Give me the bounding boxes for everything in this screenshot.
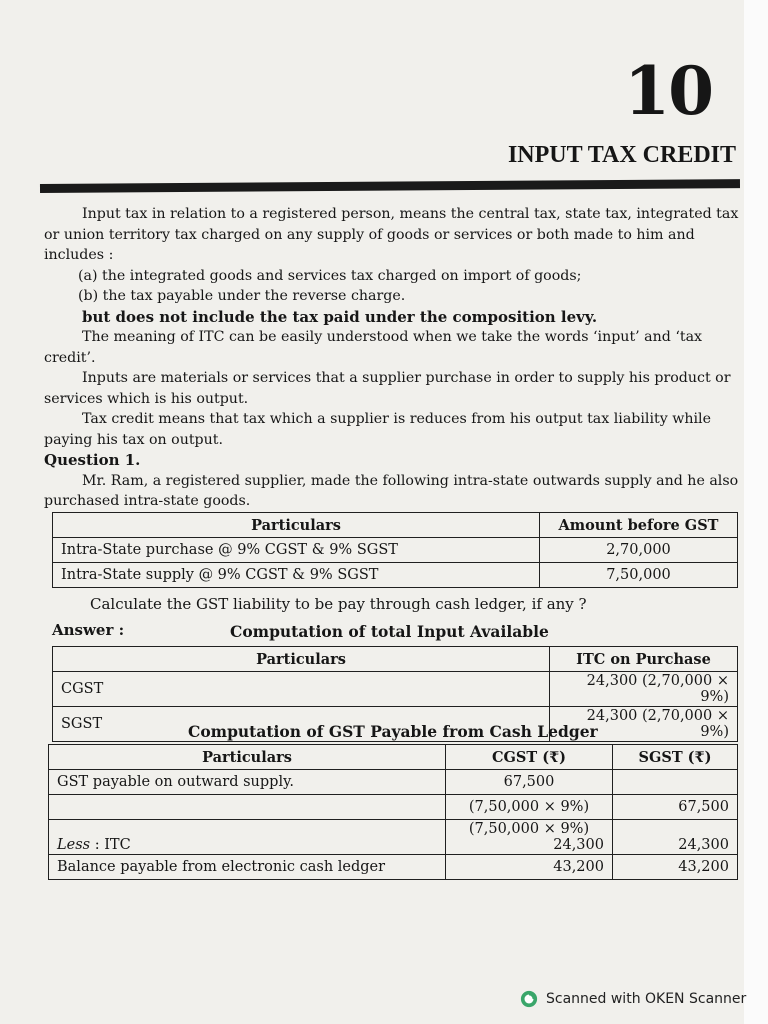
scanner-logo-icon [520,990,538,1008]
column-header: CGST (₹) [446,745,613,770]
table-cell: SGST [53,707,550,742]
paragraph-itc-meaning: The meaning of ITC can be easily understood when we take the words ‘input’ and ‘tax credit’. [44,329,703,366]
table-cell: 7,50,000 [540,563,738,588]
table-cell: 24,300 (2,70,000 × 9%) [550,672,738,707]
less-label: Less [57,837,91,853]
column-header: Amount before GST [540,513,738,538]
table-cell: 24,300 [613,820,738,855]
table-cell [446,820,613,855]
input-available-title: Computation of total Input Available [230,622,549,641]
paragraph-inputs: Inputs are materials or services that a supplier purchase in order to supply his product or services which is his output. [44,370,731,407]
table-cell: Intra-State supply @ 9% CGST & 9% SGST [53,563,540,588]
table-cell: GST payable on outward supply. [49,770,446,795]
gst-payable-title: Computation of GST Payable from Cash Ledger [188,722,598,741]
cgst-note: (7,50,000 × 9%) [468,821,590,837]
table-row [49,820,738,855]
table-cell: 43,200 [613,855,738,880]
table-cell: 24,300 (2,70,000 × 9%) [550,707,738,742]
itc-label: : ITC [94,837,131,853]
table-row [53,563,738,588]
table-cell [49,820,446,855]
table-header-row [53,513,738,538]
table-cell: Intra-State purchase @ 9% CGST & 9% SGST [53,538,540,563]
list-item-b: (b) the tax payable under the reverse charge. [78,288,406,304]
paragraph-input-tax: Input tax in relation to a registered person, means the central tax, state tax, integrated tax or union territory tax charged on any supply of goods or services or both made to him and includes : [44,206,739,263]
exclusion-text: but does not include the tax paid under the composition levy. [82,307,598,326]
table-row [53,538,738,563]
column-header: SGST (₹) [613,745,738,770]
heading-rule [40,179,740,193]
table-row [49,770,738,795]
list-item-a: (a) the integrated goods and services tax charged on import of goods; [78,267,582,284]
table-cell: (7,50,000 × 9%) [446,795,613,820]
table-cell: Balance payable from electronic cash ledger [49,855,446,880]
page-edge [744,0,768,1024]
scanner-label: Scanned with OKEN Scanner [546,991,747,1007]
cgst-value: 24,300 [553,837,604,853]
table-row [53,672,738,707]
table-cell [613,770,738,795]
column-header: Particulars [53,647,550,672]
chapter-title: INPUT TAX CREDIT [507,142,736,168]
table-cell: 67,500 [446,770,613,795]
calc-question: Calculate the GST liability to be pay through cash ledger, if any ? [90,595,587,613]
question-text: Mr. Ram, a registered supplier, made the following intra-state outwards supply and he also purchased intra-state goods. [44,472,739,509]
question-heading: Question 1. [44,451,141,469]
scanner-watermark [520,990,746,1008]
body-text [44,204,742,512]
table-cell: 43,200 [446,855,613,880]
paragraph-tax-credit: Tax credit means that tax which a supplier is reduces from his output tax liability while paying his tax on output. [44,411,711,448]
table-cell: 2,70,000 [540,538,738,563]
table-cell: CGST [53,672,550,707]
chapter-number: 10 [624,52,712,130]
table-header-row [53,647,738,672]
table-header-row [49,745,738,770]
table-cell: 67,500 [613,795,738,820]
table-row [49,795,738,820]
table-row [49,855,738,880]
column-header: Particulars [53,513,540,538]
answer-label: Answer : [52,621,125,639]
gst-payable-table [48,744,738,880]
purchase-supply-table [52,512,738,588]
table-cell [49,795,446,820]
column-header: ITC on Purchase [550,647,738,672]
column-header: Particulars [49,745,446,770]
